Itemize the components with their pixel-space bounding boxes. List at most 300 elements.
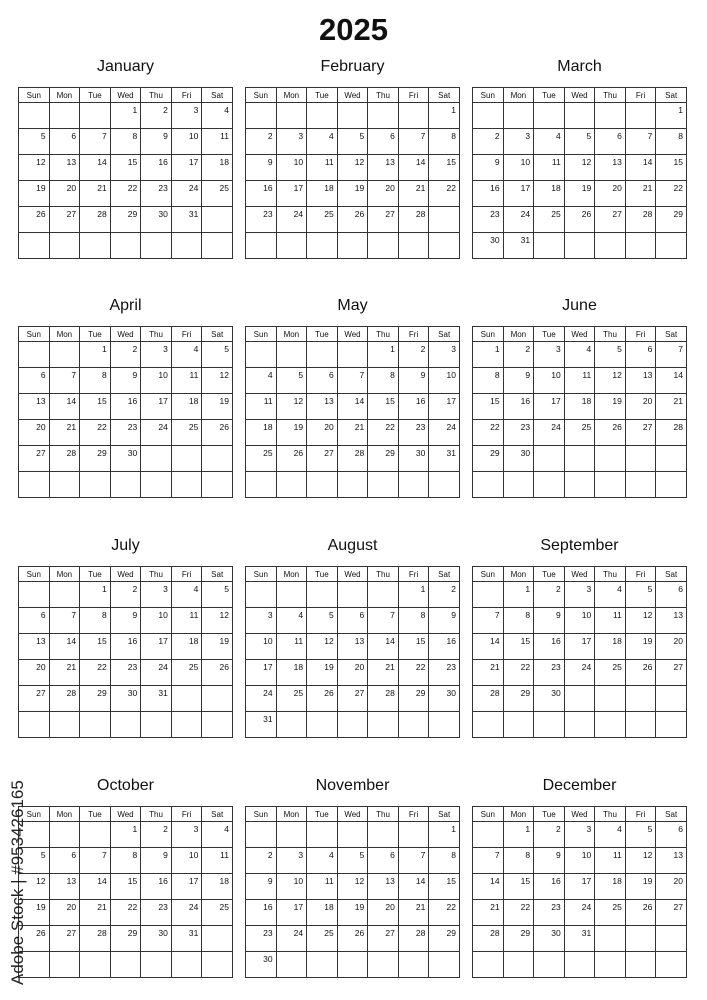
weekday-header: Thu xyxy=(595,88,626,103)
week-row xyxy=(473,181,687,207)
day-cell xyxy=(656,472,687,498)
day-cell: 30 xyxy=(110,446,141,472)
weekday-header: Fri xyxy=(171,567,202,582)
day-cell: 14 xyxy=(80,155,111,181)
weekday-header: Sun xyxy=(246,807,277,822)
day-cell: 14 xyxy=(337,394,368,420)
day-cell: 20 xyxy=(19,420,50,446)
day-cell: 28 xyxy=(368,686,399,712)
day-cell: 10 xyxy=(171,848,202,874)
day-cell: 26 xyxy=(595,420,626,446)
day-cell: 8 xyxy=(80,608,111,634)
day-cell: 6 xyxy=(656,582,687,608)
weekday-header: Fri xyxy=(625,327,656,342)
day-cell: 14 xyxy=(656,368,687,394)
week-row xyxy=(19,608,233,634)
day-cell xyxy=(398,103,429,129)
week-row xyxy=(473,129,687,155)
week-row xyxy=(19,103,233,129)
day-cell: 9 xyxy=(473,155,504,181)
day-cell: 27 xyxy=(49,207,80,233)
day-cell: 1 xyxy=(80,342,111,368)
month-table xyxy=(18,87,233,259)
day-cell: 10 xyxy=(564,848,595,874)
day-cell: 24 xyxy=(429,420,460,446)
day-cell: 3 xyxy=(141,342,172,368)
week-row xyxy=(473,582,687,608)
day-cell xyxy=(276,472,307,498)
day-cell xyxy=(276,342,307,368)
day-cell: 5 xyxy=(19,848,50,874)
day-cell xyxy=(656,926,687,952)
day-cell: 1 xyxy=(398,582,429,608)
weekday-header: Sun xyxy=(19,327,50,342)
day-cell xyxy=(429,207,460,233)
weekday-header: Mon xyxy=(503,567,534,582)
day-cell: 30 xyxy=(534,926,565,952)
weekday-header: Tue xyxy=(534,88,565,103)
day-cell: 11 xyxy=(246,394,277,420)
day-cell xyxy=(337,233,368,259)
day-cell: 20 xyxy=(19,660,50,686)
day-cell: 31 xyxy=(503,233,534,259)
day-cell xyxy=(564,952,595,978)
day-cell xyxy=(171,712,202,738)
day-cell: 21 xyxy=(80,900,111,926)
day-cell: 14 xyxy=(80,874,111,900)
day-cell: 23 xyxy=(110,420,141,446)
day-cell xyxy=(19,233,50,259)
day-cell: 23 xyxy=(141,181,172,207)
day-cell: 25 xyxy=(307,926,338,952)
day-cell xyxy=(398,472,429,498)
day-cell: 18 xyxy=(307,181,338,207)
day-cell xyxy=(307,712,338,738)
day-cell xyxy=(246,582,277,608)
day-cell: 7 xyxy=(473,608,504,634)
day-cell xyxy=(110,472,141,498)
day-cell: 8 xyxy=(368,368,399,394)
week-row xyxy=(246,103,460,129)
day-cell: 19 xyxy=(337,181,368,207)
weekday-header: Wed xyxy=(110,807,141,822)
day-cell: 12 xyxy=(307,634,338,660)
day-cell xyxy=(656,712,687,738)
day-cell: 29 xyxy=(473,446,504,472)
day-cell: 24 xyxy=(246,686,277,712)
week-row xyxy=(19,207,233,233)
day-cell xyxy=(202,926,233,952)
day-cell: 29 xyxy=(503,686,534,712)
day-cell: 22 xyxy=(80,660,111,686)
month-table xyxy=(245,806,460,978)
day-cell: 24 xyxy=(171,900,202,926)
weekday-header: Wed xyxy=(110,567,141,582)
day-cell: 2 xyxy=(141,103,172,129)
week-row xyxy=(473,420,687,446)
day-cell xyxy=(171,233,202,259)
day-cell: 11 xyxy=(202,848,233,874)
weekday-header: Thu xyxy=(141,567,172,582)
day-cell: 5 xyxy=(307,608,338,634)
day-cell: 5 xyxy=(625,822,656,848)
day-cell: 4 xyxy=(595,822,626,848)
day-cell: 20 xyxy=(368,900,399,926)
month-table xyxy=(245,326,460,498)
day-cell xyxy=(656,686,687,712)
day-cell: 21 xyxy=(656,394,687,420)
weekday-header: Sat xyxy=(429,567,460,582)
day-cell xyxy=(141,952,172,978)
week-row xyxy=(473,952,687,978)
week-row xyxy=(473,155,687,181)
day-cell xyxy=(49,822,80,848)
day-cell: 4 xyxy=(202,103,233,129)
day-cell: 5 xyxy=(19,129,50,155)
day-cell: 7 xyxy=(398,129,429,155)
day-cell: 14 xyxy=(398,874,429,900)
weekday-header: Sun xyxy=(473,327,504,342)
day-cell xyxy=(429,233,460,259)
day-cell xyxy=(246,472,277,498)
day-cell: 2 xyxy=(534,582,565,608)
weekday-header: Sun xyxy=(19,88,50,103)
day-cell: 13 xyxy=(49,155,80,181)
week-row xyxy=(19,233,233,259)
day-cell: 17 xyxy=(564,634,595,660)
day-cell: 10 xyxy=(534,368,565,394)
day-cell xyxy=(595,686,626,712)
day-cell: 20 xyxy=(49,900,80,926)
day-cell: 17 xyxy=(246,660,277,686)
day-cell: 8 xyxy=(429,129,460,155)
day-cell: 27 xyxy=(368,207,399,233)
day-cell xyxy=(276,233,307,259)
day-cell: 11 xyxy=(534,155,565,181)
day-cell: 26 xyxy=(276,446,307,472)
day-cell xyxy=(141,446,172,472)
weekday-header: Sun xyxy=(473,88,504,103)
day-cell: 6 xyxy=(49,848,80,874)
month-name: February xyxy=(320,58,385,75)
day-cell: 3 xyxy=(564,582,595,608)
day-cell xyxy=(368,822,399,848)
day-cell xyxy=(19,103,50,129)
day-cell: 12 xyxy=(337,874,368,900)
day-cell: 6 xyxy=(49,129,80,155)
day-cell: 30 xyxy=(246,952,277,978)
weekday-header: Sat xyxy=(656,88,687,103)
day-cell: 30 xyxy=(110,686,141,712)
weekday-header: Wed xyxy=(110,327,141,342)
day-cell xyxy=(171,446,202,472)
day-cell xyxy=(49,952,80,978)
day-cell: 29 xyxy=(656,207,687,233)
month-name: November xyxy=(315,777,390,794)
day-cell: 17 xyxy=(503,181,534,207)
day-cell: 15 xyxy=(503,634,534,660)
day-cell: 30 xyxy=(141,926,172,952)
month-name: October xyxy=(97,777,154,794)
day-cell: 23 xyxy=(110,660,141,686)
day-cell: 16 xyxy=(503,394,534,420)
day-cell: 30 xyxy=(141,207,172,233)
day-cell: 18 xyxy=(276,660,307,686)
day-cell: 6 xyxy=(656,822,687,848)
weekday-header: Thu xyxy=(368,88,399,103)
weekday-header: Thu xyxy=(595,807,626,822)
day-cell xyxy=(337,342,368,368)
day-cell xyxy=(337,712,368,738)
weekday-header: Tue xyxy=(307,88,338,103)
day-cell: 12 xyxy=(276,394,307,420)
day-cell: 17 xyxy=(171,155,202,181)
day-cell xyxy=(337,822,368,848)
weekday-header: Fri xyxy=(625,88,656,103)
day-cell: 20 xyxy=(656,874,687,900)
week-row xyxy=(19,582,233,608)
day-cell xyxy=(534,103,565,129)
day-cell xyxy=(368,582,399,608)
day-cell xyxy=(307,582,338,608)
day-cell: 21 xyxy=(49,420,80,446)
day-cell: 3 xyxy=(141,582,172,608)
day-cell: 26 xyxy=(337,207,368,233)
day-cell: 11 xyxy=(307,874,338,900)
day-cell xyxy=(473,712,504,738)
month-table xyxy=(18,326,233,498)
watermark: Adobe Stock | #953426165 xyxy=(8,780,27,985)
day-cell: 4 xyxy=(307,129,338,155)
day-cell: 30 xyxy=(398,446,429,472)
day-cell: 7 xyxy=(656,342,687,368)
day-cell: 6 xyxy=(337,608,368,634)
day-cell: 9 xyxy=(246,874,277,900)
month-name: March xyxy=(557,58,602,75)
day-cell: 16 xyxy=(141,155,172,181)
day-cell: 17 xyxy=(429,394,460,420)
day-cell: 29 xyxy=(110,207,141,233)
day-cell: 4 xyxy=(276,608,307,634)
day-cell: 16 xyxy=(473,181,504,207)
month-name: January xyxy=(97,58,154,75)
day-cell: 14 xyxy=(398,155,429,181)
day-cell: 12 xyxy=(337,155,368,181)
day-cell xyxy=(80,952,111,978)
day-cell: 16 xyxy=(246,900,277,926)
day-cell: 12 xyxy=(19,874,50,900)
month-december xyxy=(472,777,687,978)
week-row xyxy=(246,952,460,978)
day-cell: 22 xyxy=(473,420,504,446)
day-cell: 9 xyxy=(429,608,460,634)
day-cell xyxy=(246,342,277,368)
day-cell: 27 xyxy=(307,446,338,472)
day-cell xyxy=(246,103,277,129)
day-cell: 22 xyxy=(368,420,399,446)
week-row xyxy=(19,712,233,738)
day-cell xyxy=(625,952,656,978)
day-cell xyxy=(368,952,399,978)
day-cell xyxy=(503,103,534,129)
day-cell xyxy=(595,926,626,952)
day-cell: 15 xyxy=(656,155,687,181)
weekday-header: Tue xyxy=(80,567,111,582)
day-cell: 21 xyxy=(473,660,504,686)
day-cell: 13 xyxy=(307,394,338,420)
day-cell: 27 xyxy=(625,420,656,446)
weekday-header: Sun xyxy=(473,807,504,822)
day-cell: 1 xyxy=(110,103,141,129)
day-cell xyxy=(398,822,429,848)
week-row xyxy=(246,660,460,686)
day-cell: 24 xyxy=(276,926,307,952)
day-cell: 3 xyxy=(534,342,565,368)
day-cell: 11 xyxy=(171,608,202,634)
day-cell: 20 xyxy=(49,181,80,207)
day-cell: 14 xyxy=(49,394,80,420)
day-cell xyxy=(276,103,307,129)
weekday-header: Tue xyxy=(534,807,565,822)
day-cell: 19 xyxy=(625,634,656,660)
day-cell: 2 xyxy=(110,582,141,608)
day-cell: 26 xyxy=(19,926,50,952)
day-cell: 2 xyxy=(141,822,172,848)
day-cell: 18 xyxy=(595,634,626,660)
day-cell: 13 xyxy=(49,874,80,900)
day-cell: 3 xyxy=(171,103,202,129)
week-row xyxy=(473,900,687,926)
week-row xyxy=(246,420,460,446)
day-cell xyxy=(49,712,80,738)
day-cell: 5 xyxy=(202,342,233,368)
day-cell: 22 xyxy=(398,660,429,686)
day-cell: 19 xyxy=(595,394,626,420)
day-cell: 5 xyxy=(276,368,307,394)
day-cell: 15 xyxy=(80,394,111,420)
day-cell: 5 xyxy=(564,129,595,155)
day-cell xyxy=(171,472,202,498)
day-cell xyxy=(625,233,656,259)
day-cell: 28 xyxy=(398,926,429,952)
day-cell: 22 xyxy=(429,181,460,207)
week-row xyxy=(246,634,460,660)
day-cell: 20 xyxy=(337,660,368,686)
day-cell: 14 xyxy=(49,634,80,660)
weekday-header: Wed xyxy=(110,88,141,103)
day-cell: 13 xyxy=(656,608,687,634)
day-cell: 19 xyxy=(19,181,50,207)
day-cell: 25 xyxy=(564,420,595,446)
day-cell xyxy=(202,446,233,472)
day-cell: 15 xyxy=(368,394,399,420)
day-cell: 11 xyxy=(595,848,626,874)
month-table xyxy=(472,806,687,978)
day-cell: 8 xyxy=(398,608,429,634)
day-cell: 3 xyxy=(503,129,534,155)
day-cell xyxy=(429,952,460,978)
day-cell xyxy=(171,952,202,978)
week-row xyxy=(246,874,460,900)
day-cell xyxy=(80,103,111,129)
day-cell: 17 xyxy=(534,394,565,420)
day-cell: 23 xyxy=(246,926,277,952)
day-cell: 27 xyxy=(368,926,399,952)
day-cell: 18 xyxy=(246,420,277,446)
month-name: December xyxy=(542,777,617,794)
week-row xyxy=(246,446,460,472)
day-cell: 22 xyxy=(110,181,141,207)
day-cell: 23 xyxy=(141,900,172,926)
day-cell: 4 xyxy=(307,848,338,874)
day-cell xyxy=(564,103,595,129)
day-cell: 9 xyxy=(246,155,277,181)
day-cell: 21 xyxy=(368,660,399,686)
month-june xyxy=(472,297,687,498)
day-cell: 29 xyxy=(80,686,111,712)
day-cell: 19 xyxy=(276,420,307,446)
day-cell: 23 xyxy=(534,900,565,926)
day-cell: 8 xyxy=(503,848,534,874)
day-cell: 23 xyxy=(246,207,277,233)
day-cell: 6 xyxy=(595,129,626,155)
week-row xyxy=(19,660,233,686)
day-cell: 24 xyxy=(503,207,534,233)
week-row xyxy=(246,926,460,952)
day-cell: 18 xyxy=(534,181,565,207)
day-cell: 31 xyxy=(171,926,202,952)
day-cell: 17 xyxy=(171,874,202,900)
week-row xyxy=(473,608,687,634)
day-cell: 3 xyxy=(564,822,595,848)
day-cell xyxy=(398,233,429,259)
day-cell: 8 xyxy=(429,848,460,874)
week-row xyxy=(246,822,460,848)
day-cell: 11 xyxy=(595,608,626,634)
day-cell: 25 xyxy=(246,446,277,472)
day-cell: 17 xyxy=(564,874,595,900)
day-cell xyxy=(307,103,338,129)
weekday-header: Sat xyxy=(656,807,687,822)
day-cell: 14 xyxy=(625,155,656,181)
day-cell xyxy=(503,952,534,978)
day-cell: 24 xyxy=(564,900,595,926)
month-name: August xyxy=(327,537,378,554)
day-cell: 20 xyxy=(595,181,626,207)
day-cell xyxy=(625,472,656,498)
day-cell: 15 xyxy=(429,155,460,181)
day-cell: 10 xyxy=(141,368,172,394)
day-cell: 1 xyxy=(656,103,687,129)
day-cell: 27 xyxy=(19,686,50,712)
week-row xyxy=(473,686,687,712)
week-row xyxy=(246,712,460,738)
weekday-header: Tue xyxy=(534,327,565,342)
day-cell xyxy=(534,472,565,498)
day-cell: 30 xyxy=(429,686,460,712)
week-row xyxy=(246,394,460,420)
day-cell: 4 xyxy=(246,368,277,394)
day-cell xyxy=(307,952,338,978)
day-cell xyxy=(625,926,656,952)
day-cell: 24 xyxy=(564,660,595,686)
day-cell: 25 xyxy=(171,420,202,446)
day-cell: 21 xyxy=(625,181,656,207)
weekday-header: Fri xyxy=(398,88,429,103)
day-cell: 29 xyxy=(110,926,141,952)
day-cell xyxy=(202,686,233,712)
weekday-header: Sun xyxy=(19,567,50,582)
